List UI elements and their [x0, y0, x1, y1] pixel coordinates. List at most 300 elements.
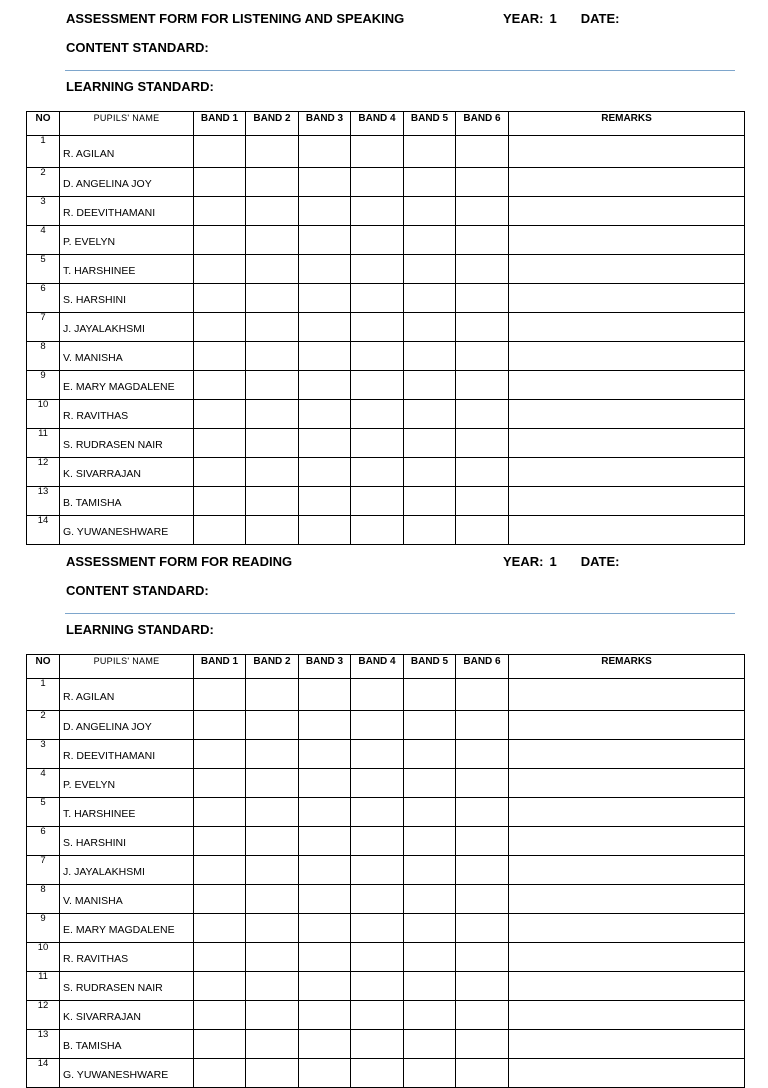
band-2-cell[interactable] — [246, 255, 299, 284]
pupil-name: R. AGILAN — [60, 679, 194, 711]
table-row — [27, 136, 745, 168]
table-row — [27, 429, 745, 458]
band-6-cell[interactable] — [456, 168, 509, 197]
remarks-cell[interactable] — [509, 914, 745, 943]
band-4-cell[interactable] — [351, 516, 404, 545]
band-2-cell[interactable] — [246, 972, 299, 1001]
header-band-4: BAND 4 — [351, 655, 404, 679]
pupil-name: E. MARY MAGDALENE — [60, 914, 194, 943]
band-1-cell[interactable] — [194, 769, 246, 798]
row-number: 6 — [27, 284, 60, 313]
remarks-cell[interactable] — [509, 342, 745, 371]
row-number: 2 — [27, 711, 60, 740]
band-2-cell[interactable] — [246, 769, 299, 798]
band-2-cell[interactable] — [246, 1001, 299, 1030]
pupil-name: R. RAVITHAS — [60, 943, 194, 972]
table-row — [27, 740, 745, 769]
pupil-name: S. HARSHINI — [60, 284, 194, 313]
remarks-cell[interactable] — [509, 136, 745, 168]
band-4-cell[interactable] — [351, 914, 404, 943]
remarks-cell[interactable] — [509, 313, 745, 342]
header-band-1: BAND 1 — [194, 655, 246, 679]
header-band-6: BAND 6 — [456, 112, 509, 136]
row-number: 10 — [27, 400, 60, 429]
table-row — [27, 885, 745, 914]
table-row — [27, 711, 745, 740]
band-1-cell[interactable] — [194, 1030, 246, 1059]
pupil-name: G. YUWANESHWARE — [60, 1059, 194, 1088]
table-row — [27, 679, 745, 711]
band-2-cell[interactable] — [246, 313, 299, 342]
band-5-cell[interactable] — [404, 740, 456, 769]
band-3-cell[interactable] — [299, 342, 351, 371]
band-4-cell[interactable] — [351, 885, 404, 914]
row-number: 8 — [27, 342, 60, 371]
table-row — [27, 371, 745, 400]
row-number: 2 — [27, 168, 60, 197]
band-6-cell[interactable] — [456, 914, 509, 943]
band-4-cell[interactable] — [351, 284, 404, 313]
pupil-name: J. JAYALAKHSMI — [60, 856, 194, 885]
band-5-cell[interactable] — [404, 400, 456, 429]
band-6-cell[interactable] — [456, 711, 509, 740]
band-5-cell[interactable] — [404, 1030, 456, 1059]
band-2-cell[interactable] — [246, 516, 299, 545]
band-2-cell[interactable] — [246, 458, 299, 487]
pupil-name: P. EVELYN — [60, 769, 194, 798]
band-3-cell[interactable] — [299, 168, 351, 197]
band-2-cell[interactable] — [246, 914, 299, 943]
band-2-cell[interactable] — [246, 1059, 299, 1088]
band-5-cell[interactable] — [404, 679, 456, 711]
band-3-cell[interactable] — [299, 197, 351, 226]
band-1-cell[interactable] — [194, 827, 246, 856]
table-row — [27, 972, 745, 1001]
divider-line — [65, 613, 735, 614]
band-2-cell[interactable] — [246, 429, 299, 458]
header-band-5: BAND 5 — [404, 112, 456, 136]
band-3-cell[interactable] — [299, 769, 351, 798]
band-5-cell[interactable] — [404, 197, 456, 226]
band-4-cell[interactable] — [351, 226, 404, 255]
band-2-cell[interactable] — [246, 711, 299, 740]
remarks-cell[interactable] — [509, 284, 745, 313]
row-number: 9 — [27, 914, 60, 943]
band-3-cell[interactable] — [299, 136, 351, 168]
band-1-cell[interactable] — [194, 313, 246, 342]
band-6-cell[interactable] — [456, 136, 509, 168]
divider-line — [65, 70, 735, 71]
row-number: 1 — [27, 679, 60, 711]
band-2-cell[interactable] — [246, 1030, 299, 1059]
band-5-cell[interactable] — [404, 711, 456, 740]
band-1-cell[interactable] — [194, 226, 246, 255]
remarks-cell[interactable] — [509, 972, 745, 1001]
row-number: 9 — [27, 371, 60, 400]
header-band-3: BAND 3 — [299, 112, 351, 136]
band-3-cell[interactable] — [299, 1059, 351, 1088]
band-4-cell[interactable] — [351, 313, 404, 342]
band-5-cell[interactable] — [404, 168, 456, 197]
row-number: 4 — [27, 226, 60, 255]
band-3-cell[interactable] — [299, 516, 351, 545]
row-number: 10 — [27, 943, 60, 972]
header-remarks: REMARKS — [509, 655, 745, 679]
band-3-cell[interactable] — [299, 914, 351, 943]
band-6-cell[interactable] — [456, 679, 509, 711]
band-4-cell[interactable] — [351, 769, 404, 798]
table-row — [27, 487, 745, 516]
band-4-cell[interactable] — [351, 342, 404, 371]
band-2-cell[interactable] — [246, 371, 299, 400]
row-number: 11 — [27, 429, 60, 458]
band-1-cell[interactable] — [194, 516, 246, 545]
band-5-cell[interactable] — [404, 342, 456, 371]
band-6-cell[interactable] — [456, 487, 509, 516]
band-6-cell[interactable] — [456, 827, 509, 856]
band-6-cell[interactable] — [456, 1030, 509, 1059]
band-6-cell[interactable] — [456, 429, 509, 458]
band-6-cell[interactable] — [456, 226, 509, 255]
band-1-cell[interactable] — [194, 679, 246, 711]
band-4-cell[interactable] — [351, 400, 404, 429]
band-4-cell[interactable] — [351, 197, 404, 226]
row-number: 7 — [27, 313, 60, 342]
pupil-name: B. TAMISHA — [60, 487, 194, 516]
year-label: YEAR: — [503, 554, 544, 569]
band-1-cell[interactable] — [194, 458, 246, 487]
band-3-cell[interactable] — [299, 487, 351, 516]
band-6-cell[interactable] — [456, 972, 509, 1001]
band-6-cell[interactable] — [456, 516, 509, 545]
header-pupils-name: PUPILS' NAME — [60, 655, 194, 679]
remarks-cell[interactable] — [509, 943, 745, 972]
learning-standard-label: LEARNING STANDARD: — [66, 622, 214, 637]
band-5-cell[interactable] — [404, 914, 456, 943]
remarks-cell[interactable] — [509, 487, 745, 516]
table-row — [27, 769, 745, 798]
table-row — [27, 313, 745, 342]
band-6-cell[interactable] — [456, 400, 509, 429]
band-5-cell[interactable] — [404, 255, 456, 284]
remarks-cell[interactable] — [509, 429, 745, 458]
remarks-cell[interactable] — [509, 371, 745, 400]
band-4-cell[interactable] — [351, 429, 404, 458]
header-pupils-name: PUPILS' NAME — [60, 112, 194, 136]
year-value: 1 — [549, 11, 557, 26]
pupil-name: S. HARSHINI — [60, 827, 194, 856]
remarks-cell[interactable] — [509, 226, 745, 255]
band-4-cell[interactable] — [351, 371, 404, 400]
pupil-name: P. EVELYN — [60, 226, 194, 255]
band-6-cell[interactable] — [456, 856, 509, 885]
table-row — [27, 943, 745, 972]
band-1-cell[interactable] — [194, 429, 246, 458]
row-number: 14 — [27, 1059, 60, 1088]
band-4-cell[interactable] — [351, 679, 404, 711]
band-1-cell[interactable] — [194, 136, 246, 168]
band-3-cell[interactable] — [299, 313, 351, 342]
band-4-cell[interactable] — [351, 255, 404, 284]
band-3-cell[interactable] — [299, 679, 351, 711]
row-number: 13 — [27, 1030, 60, 1059]
band-6-cell[interactable] — [456, 798, 509, 827]
band-6-cell[interactable] — [456, 740, 509, 769]
pupil-name: J. JAYALAKHSMI — [60, 313, 194, 342]
pupil-name: E. MARY MAGDALENE — [60, 371, 194, 400]
band-1-cell[interactable] — [194, 400, 246, 429]
band-5-cell[interactable] — [404, 226, 456, 255]
band-1-cell[interactable] — [194, 487, 246, 516]
band-4-cell[interactable] — [351, 1001, 404, 1030]
header-band-1: BAND 1 — [194, 112, 246, 136]
row-number: 5 — [27, 798, 60, 827]
pupil-name: B. TAMISHA — [60, 1030, 194, 1059]
table-row — [27, 827, 745, 856]
band-1-cell[interactable] — [194, 284, 246, 313]
remarks-cell[interactable] — [509, 197, 745, 226]
band-1-cell[interactable] — [194, 711, 246, 740]
year-date-block — [503, 11, 619, 26]
table-row — [27, 226, 745, 255]
table-row — [27, 1059, 745, 1088]
date-label: DATE: — [580, 11, 620, 26]
band-5-cell[interactable] — [404, 972, 456, 1001]
band-6-cell[interactable] — [456, 943, 509, 972]
band-1-cell[interactable] — [194, 255, 246, 284]
band-3-cell[interactable] — [299, 1001, 351, 1030]
band-4-cell[interactable] — [351, 1030, 404, 1059]
band-4-cell[interactable] — [351, 487, 404, 516]
band-6-cell[interactable] — [456, 255, 509, 284]
band-4-cell[interactable] — [351, 943, 404, 972]
table-row — [27, 798, 745, 827]
band-1-cell[interactable] — [194, 943, 246, 972]
band-5-cell[interactable] — [404, 769, 456, 798]
band-1-cell[interactable] — [194, 168, 246, 197]
pupil-name: R. DEEVITHAMANI — [60, 740, 194, 769]
table-row — [27, 197, 745, 226]
learning-standard-label: LEARNING STANDARD: — [66, 79, 214, 94]
band-4-cell[interactable] — [351, 972, 404, 1001]
band-2-cell[interactable] — [246, 136, 299, 168]
remarks-cell[interactable] — [509, 885, 745, 914]
pupil-name: G. YUWANESHWARE — [60, 516, 194, 545]
band-6-cell[interactable] — [456, 197, 509, 226]
remarks-cell[interactable] — [509, 1030, 745, 1059]
band-6-cell[interactable] — [456, 284, 509, 313]
band-5-cell[interactable] — [404, 1059, 456, 1088]
pupil-name: S. RUDRASEN NAIR — [60, 429, 194, 458]
band-2-cell[interactable] — [246, 226, 299, 255]
band-5-cell[interactable] — [404, 284, 456, 313]
content-standard-label: CONTENT STANDARD: — [66, 40, 209, 55]
band-5-cell[interactable] — [404, 798, 456, 827]
band-1-cell[interactable] — [194, 914, 246, 943]
band-5-cell[interactable] — [404, 856, 456, 885]
pupil-name: D. ANGELINA JOY — [60, 711, 194, 740]
pupil-name: T. HARSHINEE — [60, 798, 194, 827]
pupil-name: R. AGILAN — [60, 136, 194, 168]
remarks-cell[interactable] — [509, 1001, 745, 1030]
band-5-cell[interactable] — [404, 516, 456, 545]
form-title: ASSESSMENT FORM FOR READING — [66, 554, 293, 569]
band-3-cell[interactable] — [299, 972, 351, 1001]
content-standard-label: CONTENT STANDARD: — [66, 583, 209, 598]
band-1-cell[interactable] — [194, 972, 246, 1001]
band-1-cell[interactable] — [194, 1001, 246, 1030]
remarks-cell[interactable] — [509, 255, 745, 284]
band-1-cell[interactable] — [194, 740, 246, 769]
band-6-cell[interactable] — [456, 371, 509, 400]
band-4-cell[interactable] — [351, 1059, 404, 1088]
band-4-cell[interactable] — [351, 856, 404, 885]
band-5-cell[interactable] — [404, 136, 456, 168]
band-5-cell[interactable] — [404, 458, 456, 487]
band-3-cell[interactable] — [299, 255, 351, 284]
band-6-cell[interactable] — [456, 458, 509, 487]
band-2-cell[interactable] — [246, 679, 299, 711]
band-3-cell[interactable] — [299, 885, 351, 914]
band-3-cell[interactable] — [299, 400, 351, 429]
pupil-name: R. RAVITHAS — [60, 400, 194, 429]
band-1-cell[interactable] — [194, 1059, 246, 1088]
band-3-cell[interactable] — [299, 284, 351, 313]
row-number: 3 — [27, 740, 60, 769]
band-6-cell[interactable] — [456, 885, 509, 914]
table-row — [27, 342, 745, 371]
band-6-cell[interactable] — [456, 769, 509, 798]
remarks-cell[interactable] — [509, 516, 745, 545]
remarks-cell[interactable] — [509, 400, 745, 429]
pupil-name: K. SIVARRAJAN — [60, 1001, 194, 1030]
header-no: NO — [27, 655, 60, 679]
date-label: DATE: — [580, 554, 620, 569]
table-row — [27, 1030, 745, 1059]
band-5-cell[interactable] — [404, 313, 456, 342]
band-5-cell[interactable] — [404, 429, 456, 458]
form-title: ASSESSMENT FORM FOR LISTENING AND SPEAKING — [66, 11, 405, 26]
band-3-cell[interactable] — [299, 429, 351, 458]
pupil-name: D. ANGELINA JOY — [60, 168, 194, 197]
row-number: 3 — [27, 197, 60, 226]
band-4-cell[interactable] — [351, 711, 404, 740]
band-4-cell[interactable] — [351, 136, 404, 168]
band-4-cell[interactable] — [351, 458, 404, 487]
band-1-cell[interactable] — [194, 197, 246, 226]
remarks-cell[interactable] — [509, 856, 745, 885]
remarks-cell[interactable] — [509, 168, 745, 197]
header-remarks: REMARKS — [509, 112, 745, 136]
band-4-cell[interactable] — [351, 798, 404, 827]
band-2-cell[interactable] — [246, 342, 299, 371]
band-2-cell[interactable] — [246, 885, 299, 914]
remarks-cell[interactable] — [509, 711, 745, 740]
band-3-cell[interactable] — [299, 856, 351, 885]
band-3-cell[interactable] — [299, 943, 351, 972]
remarks-cell[interactable] — [509, 827, 745, 856]
band-2-cell[interactable] — [246, 827, 299, 856]
band-1-cell[interactable] — [194, 885, 246, 914]
band-6-cell[interactable] — [456, 313, 509, 342]
header-band-3: BAND 3 — [299, 655, 351, 679]
band-3-cell[interactable] — [299, 798, 351, 827]
band-4-cell[interactable] — [351, 168, 404, 197]
row-number: 5 — [27, 255, 60, 284]
band-2-cell[interactable] — [246, 284, 299, 313]
header-band-2: BAND 2 — [246, 655, 299, 679]
band-2-cell[interactable] — [246, 487, 299, 516]
band-3-cell[interactable] — [299, 711, 351, 740]
band-6-cell[interactable] — [456, 342, 509, 371]
table-row — [27, 400, 745, 429]
table-row — [27, 168, 745, 197]
remarks-cell[interactable] — [509, 1059, 745, 1088]
row-number: 12 — [27, 1001, 60, 1030]
remarks-cell[interactable] — [509, 769, 745, 798]
remarks-cell[interactable] — [509, 798, 745, 827]
pupil-name: V. MANISHA — [60, 342, 194, 371]
band-5-cell[interactable] — [404, 827, 456, 856]
band-5-cell[interactable] — [404, 1001, 456, 1030]
row-number: 8 — [27, 885, 60, 914]
band-5-cell[interactable] — [404, 371, 456, 400]
band-2-cell[interactable] — [246, 400, 299, 429]
pupil-name: R. DEEVITHAMANI — [60, 197, 194, 226]
band-6-cell[interactable] — [456, 1059, 509, 1088]
row-number: 1 — [27, 136, 60, 168]
table-row — [27, 516, 745, 545]
table-row — [27, 284, 745, 313]
band-3-cell[interactable] — [299, 371, 351, 400]
band-2-cell[interactable] — [246, 197, 299, 226]
row-number: 14 — [27, 516, 60, 545]
pupil-name: V. MANISHA — [60, 885, 194, 914]
band-2-cell[interactable] — [246, 943, 299, 972]
header-band-4: BAND 4 — [351, 112, 404, 136]
band-4-cell[interactable] — [351, 827, 404, 856]
assessment-table — [26, 111, 745, 545]
band-5-cell[interactable] — [404, 487, 456, 516]
band-2-cell[interactable] — [246, 740, 299, 769]
remarks-cell[interactable] — [509, 679, 745, 711]
assessment-table — [26, 654, 745, 1088]
band-4-cell[interactable] — [351, 740, 404, 769]
band-3-cell[interactable] — [299, 827, 351, 856]
band-6-cell[interactable] — [456, 1001, 509, 1030]
remarks-cell[interactable] — [509, 740, 745, 769]
band-3-cell[interactable] — [299, 1030, 351, 1059]
band-1-cell[interactable] — [194, 798, 246, 827]
band-5-cell[interactable] — [404, 943, 456, 972]
band-2-cell[interactable] — [246, 168, 299, 197]
row-number: 13 — [27, 487, 60, 516]
band-1-cell[interactable] — [194, 342, 246, 371]
remarks-cell[interactable] — [509, 458, 745, 487]
band-1-cell[interactable] — [194, 371, 246, 400]
band-2-cell[interactable] — [246, 798, 299, 827]
band-3-cell[interactable] — [299, 226, 351, 255]
band-5-cell[interactable] — [404, 885, 456, 914]
header-band-6: BAND 6 — [456, 655, 509, 679]
band-3-cell[interactable] — [299, 740, 351, 769]
row-number: 11 — [27, 972, 60, 1001]
header-band-2: BAND 2 — [246, 112, 299, 136]
pupil-name: T. HARSHINEE — [60, 255, 194, 284]
band-2-cell[interactable] — [246, 856, 299, 885]
band-3-cell[interactable] — [299, 458, 351, 487]
band-1-cell[interactable] — [194, 856, 246, 885]
